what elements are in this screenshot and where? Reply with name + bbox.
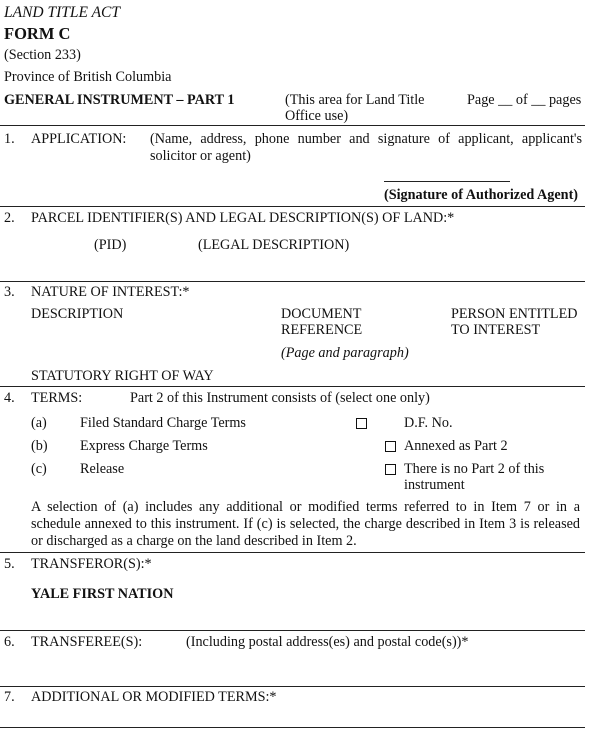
item4-label: TERMS: <box>31 390 83 406</box>
province: Province of British Columbia <box>4 69 172 85</box>
item6-number: 6. <box>4 634 15 650</box>
item1-label: APPLICATION: <box>31 131 127 147</box>
office-use-note-line1: (This area for Land Title <box>285 92 425 108</box>
item2-label: PARCEL IDENTIFIER(S) AND LEGAL DESCRIPTION(S) OF LAND:* <box>31 210 455 226</box>
nature-of-interest-value: STATUTORY RIGHT OF WAY <box>31 368 214 384</box>
item5-label: TRANSFEROR(S):* <box>31 556 152 572</box>
col-person-line2: TO INTEREST <box>451 322 541 338</box>
item7-number: 7. <box>4 689 15 705</box>
item1-desc-line2: solicitor or agent) <box>150 148 251 164</box>
terms-note: A selection of (a) includes any additional or modified terms referred to in Item 7 or in a schedule annexed to this instrument. If (c) is selected, the charge described in Item 3 is released or discharged as a charge on the land described in Item 2. <box>31 499 580 549</box>
option-c-checkbox[interactable] <box>385 464 396 475</box>
item4-number: 4. <box>4 390 15 406</box>
transferor-value: YALE FIRST NATION <box>31 586 174 602</box>
divider <box>0 206 585 207</box>
section-ref: (Section 233) <box>4 47 81 63</box>
option-b-detail: Annexed as Part 2 <box>404 438 508 454</box>
option-a-detail: D.F. No. <box>404 415 453 431</box>
col-description: DESCRIPTION <box>31 306 124 322</box>
option-c-detail-line2: instrument <box>404 477 465 493</box>
col-person-line1: PERSON ENTITLED <box>451 306 578 322</box>
act-title: LAND TITLE ACT <box>4 4 121 21</box>
option-b-key: (b) <box>31 438 48 454</box>
pid-label: (PID) <box>94 237 127 253</box>
divider <box>0 281 585 282</box>
divider <box>0 125 585 126</box>
col-document-line2: REFERENCE <box>281 322 363 338</box>
signature-line[interactable] <box>384 181 510 182</box>
option-a-label: Filed Standard Charge Terms <box>80 415 246 431</box>
signature-label: (Signature of Authorized Agent) <box>384 187 579 203</box>
item5-number: 5. <box>4 556 15 572</box>
item1-desc-line1: (Name, address, phone number and signature of applicant, applicant's <box>150 131 582 147</box>
divider <box>0 552 585 553</box>
divider <box>0 630 585 631</box>
divider <box>0 386 585 387</box>
option-b-checkbox[interactable] <box>385 441 396 452</box>
divider <box>0 727 585 728</box>
item7-label: ADDITIONAL OR MODIFIED TERMS:* <box>31 689 277 705</box>
option-b-label: Express Charge Terms <box>80 438 208 454</box>
divider <box>0 686 585 687</box>
page-paragraph-note: (Page and paragraph) <box>281 345 409 361</box>
item6-desc: (Including postal address(es) and postal code(s))* <box>186 634 469 650</box>
option-c-detail-line1: There is no Part 2 of this <box>404 461 545 477</box>
option-a-checkbox[interactable] <box>356 418 367 429</box>
instrument-title: GENERAL INSTRUMENT – PART 1 <box>4 92 235 108</box>
page-count: Page __ of __ pages <box>467 92 582 108</box>
item6-label: TRANSFEREE(S): <box>31 634 143 650</box>
col-document-line1: DOCUMENT <box>281 306 362 322</box>
option-a-key: (a) <box>31 415 47 431</box>
item2-number: 2. <box>4 210 15 226</box>
form-title: FORM C <box>4 24 71 43</box>
legal-description-label: (LEGAL DESCRIPTION) <box>198 237 350 253</box>
option-c-label: Release <box>80 461 125 477</box>
item1-number: 1. <box>4 131 15 147</box>
office-use-note-line2: Office use) <box>285 108 349 124</box>
item3-label: NATURE OF INTEREST:* <box>31 284 190 300</box>
item3-number: 3. <box>4 284 15 300</box>
item4-desc: Part 2 of this Instrument consists of (select one only) <box>130 390 430 406</box>
option-c-key: (c) <box>31 461 47 477</box>
